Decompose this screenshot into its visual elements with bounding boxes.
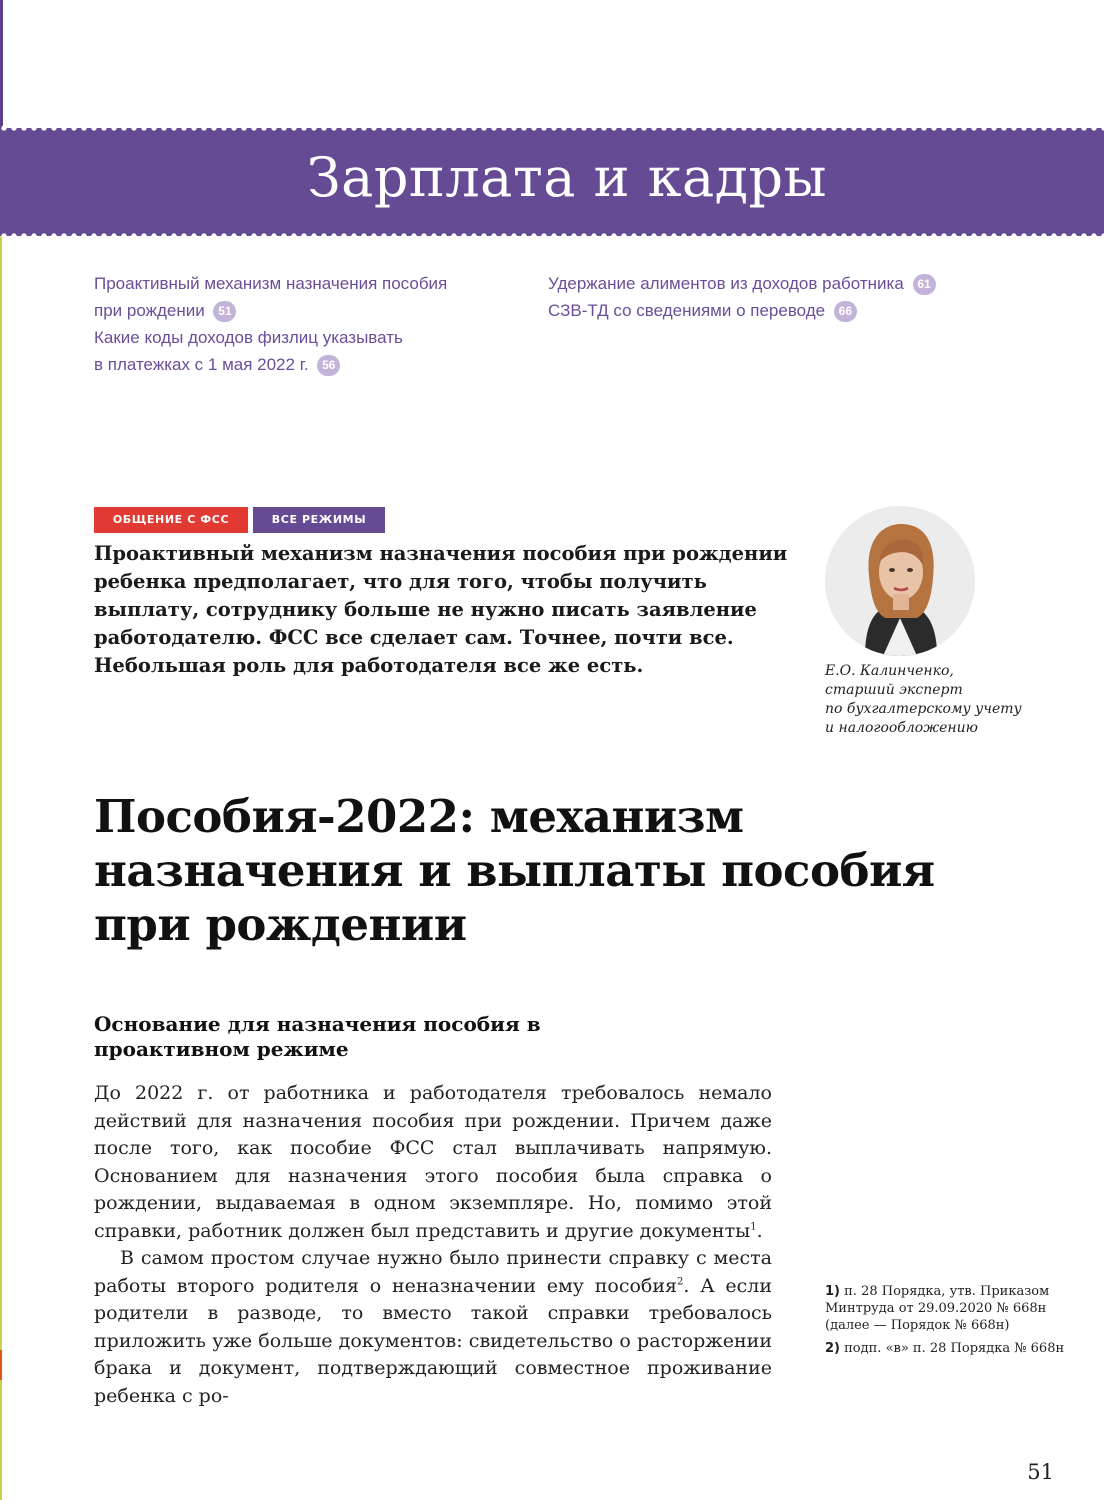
footnote bbox=[825, 1283, 1065, 1334]
footnote bbox=[825, 1340, 1065, 1357]
tag-fss: ОБЩЕНИЕ С ФСС bbox=[94, 507, 248, 533]
article-headline: Пособия-2022: механизм назначения и выплаты пособия при рождении bbox=[94, 790, 935, 951]
toc-item[interactable] bbox=[94, 270, 494, 324]
toc-item-line: Удержание алиментов из доходов работника bbox=[548, 274, 904, 293]
toc-page-badge: 66 bbox=[834, 301, 857, 322]
author-role: старший эксперт bbox=[825, 682, 963, 698]
toc-page-badge: 61 bbox=[913, 274, 936, 295]
toc-item[interactable] bbox=[548, 270, 968, 297]
toc-item-line: в платежках с 1 мая 2022 г. bbox=[94, 355, 309, 374]
body-text-run: В самом простом случае нужно было принести справку с места работы второго родителя о неназначении ему пособия bbox=[94, 1247, 772, 1297]
section-title: Зарплата и кадры bbox=[306, 146, 828, 209]
footnotes bbox=[825, 1283, 1065, 1363]
page-number: 51 bbox=[1027, 1460, 1054, 1484]
body-text-run: . А если родители в разводе, то вместо такой справки требовалось приложить уже больше документов: свидетельство о расторжении брака и документ, подтверждающий совместное проживание ребенка с ро- bbox=[94, 1274, 772, 1407]
footnote-number: 2) bbox=[825, 1341, 840, 1356]
toc-item[interactable] bbox=[94, 324, 494, 378]
body-text-run: До 2022 г. от работника и работодателя требовалось немало действий для назначения пособия при рождении. Причем даже после того, как пособие ФСС стал выплачивать напрямую. Основанием для назначения этого пособия была справка о рождении, выдаваемая в одном экземпляре. Но, помимо этой справки, работник должен был представить и другие документы bbox=[94, 1082, 772, 1242]
author-caption bbox=[825, 662, 1065, 738]
article-body bbox=[94, 1080, 772, 1410]
author-photo bbox=[825, 506, 975, 656]
author-name: Е.О. Калинченко, bbox=[825, 663, 954, 679]
footnote-number: 1) bbox=[825, 1284, 840, 1299]
toc-page-badge: 51 bbox=[213, 301, 236, 322]
footnote-text: подп. «в» п. 28 Порядка № 668н bbox=[844, 1341, 1065, 1356]
author-role: по бухгалтерскому учету bbox=[825, 701, 1022, 717]
footnote-text: п. 28 Порядка, утв. Приказом Минтруда от 29.09.2020 № 668н (далее — Порядок № 668н) bbox=[825, 1284, 1050, 1333]
left-edge-rule-lower bbox=[0, 236, 2, 1500]
toc-page-badge: 56 bbox=[317, 355, 340, 376]
article-lead: Проактивный механизм назначения пособия при рождении ребенка предполагает, что для того, чтобы получить выплату, сотруднику больше не нужно писать заявление работодателю. ФСС все сделает сам. Точнее, почти все. Небольшая роль для работодателя все же есть. bbox=[94, 542, 788, 677]
toc-right-column bbox=[548, 270, 968, 324]
section-banner bbox=[0, 128, 1104, 236]
body-text-run: . bbox=[756, 1219, 763, 1242]
body-paragraph bbox=[94, 1080, 772, 1245]
left-edge-marker bbox=[0, 1350, 2, 1380]
footnote-ref[interactable]: 1 bbox=[750, 1221, 757, 1233]
body-paragraph bbox=[94, 1245, 772, 1410]
article-subheading: Основание для назначения пособия в проактивном режиме bbox=[94, 1012, 541, 1061]
toc-item[interactable] bbox=[548, 297, 968, 324]
toc-item-line: СЗВ-ТД со сведениями о переводе bbox=[548, 301, 826, 320]
left-edge-rule bbox=[0, 0, 3, 128]
tag-all-regimes: ВСЕ РЕЖИМЫ bbox=[253, 507, 385, 533]
toc-left-column bbox=[94, 270, 494, 378]
toc-item-line: Какие коды доходов физлиц указывать bbox=[94, 328, 403, 347]
footnote-ref[interactable]: 2 bbox=[677, 1276, 684, 1288]
author-role: и налогообложению bbox=[825, 720, 978, 736]
toc-item-line: Проактивный механизм назначения пособия bbox=[94, 274, 448, 293]
toc-item-line: при рождении bbox=[94, 301, 205, 320]
